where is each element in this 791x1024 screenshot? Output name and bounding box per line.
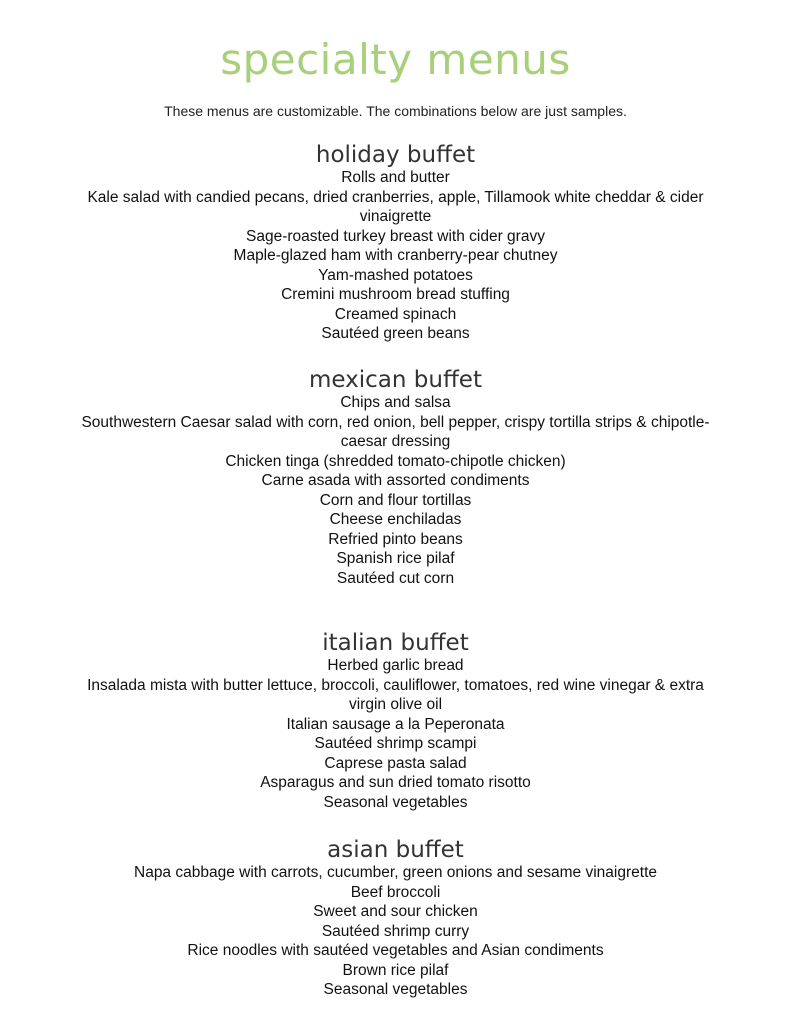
menu-item: Caprese pasta salad xyxy=(324,754,467,772)
menu-item: Herbed garlic bread xyxy=(327,657,464,674)
section-heading: italian buffet xyxy=(322,630,469,656)
menu-item: Sautéed cut corn xyxy=(336,569,455,587)
menu-item: Italian sausage a la Peperonata xyxy=(286,715,505,733)
menu-item: Asparagus and sun dried tomato risotto xyxy=(260,774,531,791)
menu-item: Cremini mushroom bread stuffing xyxy=(281,286,510,303)
menu-item: Kale salad with candied pecans, dried cranberries, apple, Tillamook white cheddar & cider vinaigrette xyxy=(87,188,704,225)
section-heading: holiday buffet xyxy=(315,142,476,168)
menu-item-list xyxy=(76,863,716,1000)
section-asian-buffet xyxy=(0,837,791,1000)
menu-item: Spanish rice pilaf xyxy=(336,550,455,567)
menu-item-list xyxy=(76,393,716,588)
menu-item: Carne asada with assorted condiments xyxy=(261,472,530,489)
section-mexican-buffet xyxy=(0,367,791,588)
menu-item: Rice noodles with sautéed vegetables and Asian condiments xyxy=(187,942,604,959)
menu-item: Sautéed shrimp curry xyxy=(321,922,470,940)
menu-item: Seasonal vegetables xyxy=(323,793,468,811)
menu-item: Rolls and butter xyxy=(341,169,450,186)
menu-item: Brown rice pilaf xyxy=(342,961,449,979)
menu-item: Corn and flour tortillas xyxy=(319,491,472,509)
menu-item: Refried pinto beans xyxy=(328,530,463,548)
section-heading: asian buffet xyxy=(327,837,464,863)
menu-item: Southwestern Caesar salad with corn, red onion, bell pepper, crispy tortilla strips & chipotle-caesar dressing xyxy=(81,413,710,450)
menu-item: Sautéed shrimp scampi xyxy=(314,735,477,752)
menu-item: Chips and salsa xyxy=(340,394,451,411)
section-heading: mexican buffet xyxy=(309,367,482,393)
menu-item: Sage-roasted turkey breast with cider gravy xyxy=(246,227,545,245)
menu-item-list xyxy=(76,168,716,344)
menu-item: Yam-mashed potatoes xyxy=(318,266,473,284)
section-holiday-buffet xyxy=(0,142,791,344)
menu-item: Creamed spinach xyxy=(334,305,457,323)
menu-item: Beef broccoli xyxy=(350,883,441,901)
menu-item: Seasonal vegetables xyxy=(323,981,468,998)
menu-item: Sautéed green beans xyxy=(321,325,470,342)
menu-item: Chicken tinga (shredded tomato-chipotle chicken) xyxy=(225,452,566,470)
menu-item: Sweet and sour chicken xyxy=(313,903,478,920)
page-subtitle: These menus are customizable. The combinations below are just samples. xyxy=(164,103,627,119)
section-italian-buffet xyxy=(0,630,791,812)
menu-item: Napa cabbage with carrots, cucumber, green onions and sesame vinaigrette xyxy=(134,864,657,881)
menu-item: Cheese enchiladas xyxy=(329,511,462,528)
menu-item: Maple-glazed ham with cranberry-pear chutney xyxy=(233,247,558,264)
menu-item-list xyxy=(76,656,716,812)
page-title: specialty menus xyxy=(220,35,571,84)
menu-item: Insalada mista with butter lettuce, broccoli, cauliflower, tomatoes, red wine vinegar & extra virgin olive oil xyxy=(87,676,704,713)
